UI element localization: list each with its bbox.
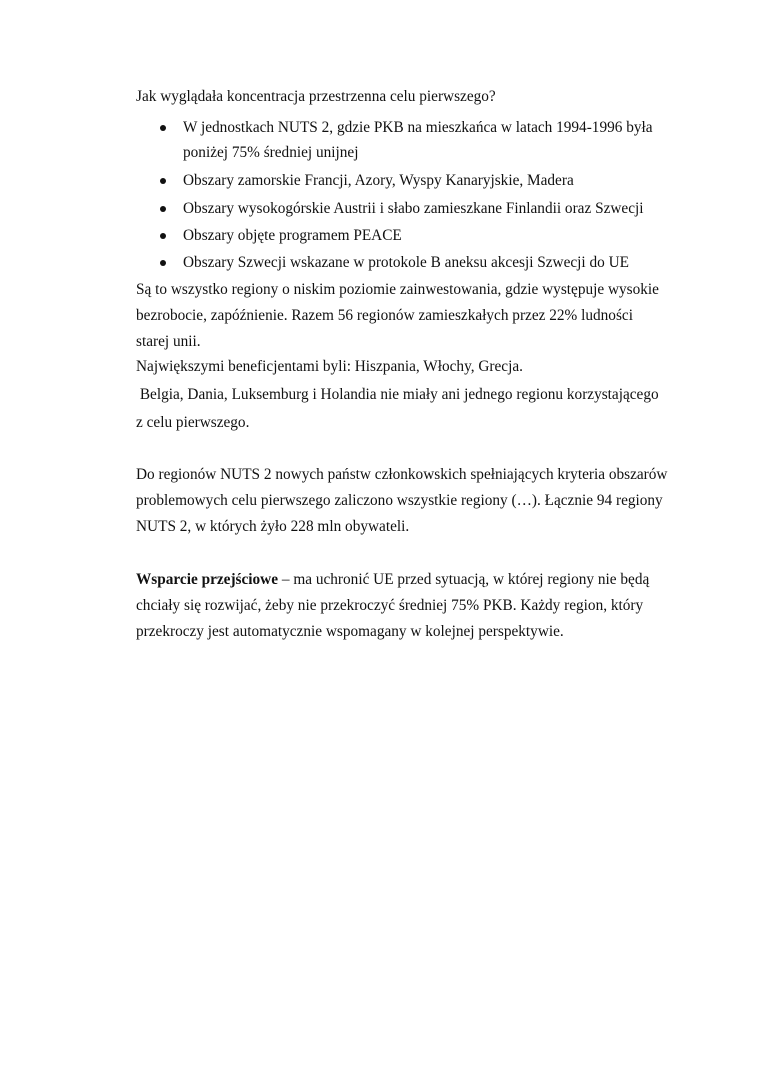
text-line: przekroczy jest automatycznie wspomagany w kolejnej perspektywie. xyxy=(136,623,564,640)
text-line: starej unii. xyxy=(136,333,201,350)
text-line: Są to wszystko regiony o niskim poziomie zainwestowania, gdzie występuje wysokie xyxy=(136,281,659,298)
bullet-icon xyxy=(160,233,166,239)
text-line: Do regionów NUTS 2 nowych państw członkowskich spełniających kryteria obszarów xyxy=(136,466,668,483)
list-item: Obszary zamorskie Francji, Azory, Wyspy Kanaryjskie, Madera xyxy=(183,172,574,189)
list-item: Obszary Szwecji wskazane w protokole B aneksu akcesji Szwecji do UE xyxy=(183,254,630,271)
text-span: – ma uchronić UE przed sytuacją, w której regiony nie będą xyxy=(278,571,650,588)
text-line: chciały się rozwijać, żeby nie przekroczyć średniej 75% PKB. Każdy region, który xyxy=(136,597,644,614)
list-item-continuation: poniżej 75% średniej unijnej xyxy=(183,144,359,161)
list-item: Obszary objęte programem PEACE xyxy=(183,227,402,244)
bullet-icon xyxy=(160,206,166,212)
text-line: NUTS 2, w których żyło 228 mln obywateli. xyxy=(136,518,410,535)
text-line: Największymi beneficjentami byli: Hiszpania, Włochy, Grecja. xyxy=(136,358,523,375)
text-line: Belgia, Dania, Luksemburg i Holandia nie miały ani jednego regionu korzystającego xyxy=(136,386,659,403)
list-item: Obszary wysokogórskie Austrii i słabo zamieszkane Finlandii oraz Szwecji xyxy=(183,200,644,217)
text-line xyxy=(136,570,649,590)
list-item: W jednostkach NUTS 2, gdzie PKB na mieszkańca w latach 1994-1996 była xyxy=(183,119,653,136)
bullet-icon xyxy=(160,178,166,184)
bullet-icon xyxy=(160,125,166,131)
bullet-icon xyxy=(160,260,166,266)
text-line: bezrobocie, zapóźnienie. Razem 56 regionów zamieszkałych przez 22% ludności xyxy=(136,307,633,324)
text-line: problemowych celu pierwszego zaliczono wszystkie regiony (…). Łącznie 94 regiony xyxy=(136,492,663,509)
term-bold: Wsparcie przejściowe xyxy=(136,571,279,588)
text-line: z celu pierwszego. xyxy=(136,414,250,431)
heading: Jak wyglądała koncentracja przestrzenna celu pierwszego? xyxy=(136,88,496,105)
